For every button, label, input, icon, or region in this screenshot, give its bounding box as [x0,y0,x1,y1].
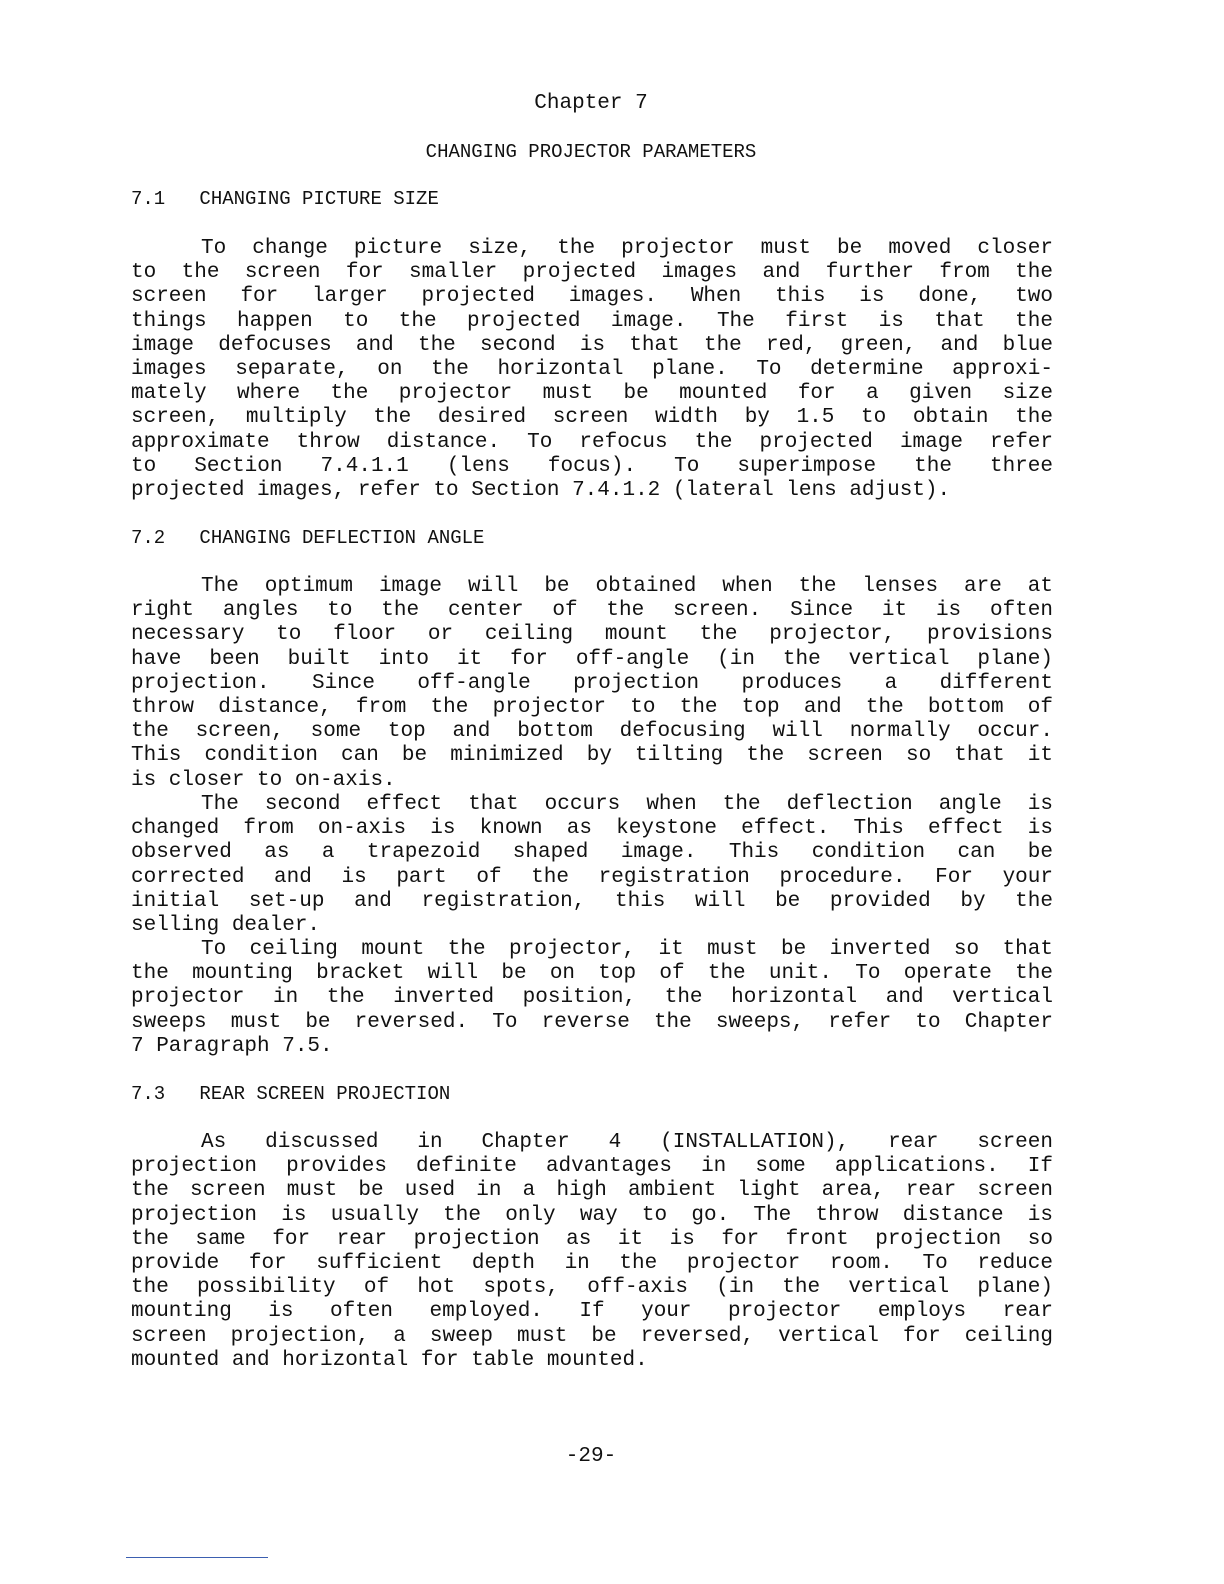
text-line: the mounting bracket will be on top of the unit. To operate the [131,962,1053,986]
text-line: have been built into it for off-angle (in the vertical plane) [131,647,1053,671]
text-line: As discussed in Chapter 4 (INSTALLATION), rear screen [201,1131,1053,1154]
text-line: screen for larger projected images. When this is done, two [131,285,1053,309]
section-heading-7-2: 7.2 CHANGING DEFLECTION ANGLE [131,527,485,549]
page-number: -29- [565,1445,617,1468]
text-line: the possibility of hot spots, off-axis (in the vertical plane) [131,1276,1053,1300]
text-line: to Section 7.4.1.1 (lens focus). To superimpose the three [131,454,1053,478]
text-line: images separate, on the horizontal plane. To determine approxi- [131,357,1053,381]
text-line: changed from on-axis is known as keystone effect. This effect is [131,817,1053,841]
text-line: approximate throw distance. To refocus the projected image refer [131,430,1053,454]
text-line: right angles to the center of the screen. Since it is often [131,599,1053,623]
paragraph-7-3-1 [131,1131,1053,1373]
text-line: throw distance, from the projector to the top and the bottom of [131,695,1053,719]
section-heading-7-1: 7.1 CHANGING PICTURE SIZE [131,188,439,210]
chapter-title: Chapter 7 [534,92,648,115]
text-line: 7 Paragraph 7.5. [131,1034,333,1058]
text-line: observed as a trapezoid shaped image. This condition can be [131,841,1053,865]
text-line: selling dealer. [131,913,321,937]
paragraph-7-1-1 [131,237,1053,503]
text-line: the same for rear projection as it is for front projection so [131,1227,1053,1251]
text-line: image defocuses and the second is that the red, green, and blue [131,333,1053,357]
footnote-divider [126,1557,268,1558]
text-line: projection provides definite advantages in some applications. If [131,1155,1053,1179]
text-line: projection is usually the only way to go. The throw distance is [131,1203,1053,1227]
paragraph-7-2-3 [131,938,1053,1059]
text-line: The second effect that occurs when the deflection angle is [201,793,1053,816]
text-line: mately where the projector must be mounted for a given size [131,382,1053,406]
text-line: sweeps must be reversed. To reverse the sweeps, refer to Chapter [131,1010,1053,1034]
text-line: mounting is often employed. If your projector employs rear [131,1300,1053,1324]
text-line: necessary to floor or ceiling mount the projector, provisions [131,623,1053,647]
text-line: the screen, some top and bottom defocusing will normally occur. [131,720,1053,744]
text-line: is closer to on-axis. [131,768,396,792]
text-line: initial set-up and registration, this will be provided by the [131,889,1053,913]
text-line: To change picture size, the projector must be moved closer [201,237,1053,260]
text-line: the screen must be used in a high ambient light area, rear screen [131,1179,1053,1203]
text-line: corrected and is part of the registration procedure. For your [131,865,1053,889]
section-heading-7-3: 7.3 REAR SCREEN PROJECTION [131,1083,451,1105]
text-line: screen, multiply the desired screen width by 1.5 to obtain the [131,406,1053,430]
paragraph-7-2-1 [131,575,1053,793]
text-line: things happen to the projected image. The first is that the [131,309,1053,333]
text-line: mounted and horizontal for table mounted. [131,1348,648,1372]
text-line: provide for sufficient depth in the projector room. To reduce [131,1251,1053,1275]
text-line: To ceiling mount the projector, it must be inverted so that [201,938,1053,961]
text-line: projection. Since off-angle projection produces a different [131,671,1053,695]
text-line: projected images, refer to Section 7.4.1.2 (lateral lens adjust). [131,478,951,502]
paragraph-7-2-2 [131,793,1053,938]
text-line: screen projection, a sweep must be reversed, vertical for ceiling [131,1324,1053,1348]
text-line: to the screen for smaller projected images and further from the [131,261,1053,285]
text-line: This condition can be minimized by tilting the screen so that it [131,744,1053,768]
text-line: projector in the inverted position, the horizontal and vertical [131,986,1053,1010]
text-line: The optimum image will be obtained when the lenses are at [201,575,1053,598]
chapter-subtitle: CHANGING PROJECTOR PARAMETERS [425,141,757,163]
